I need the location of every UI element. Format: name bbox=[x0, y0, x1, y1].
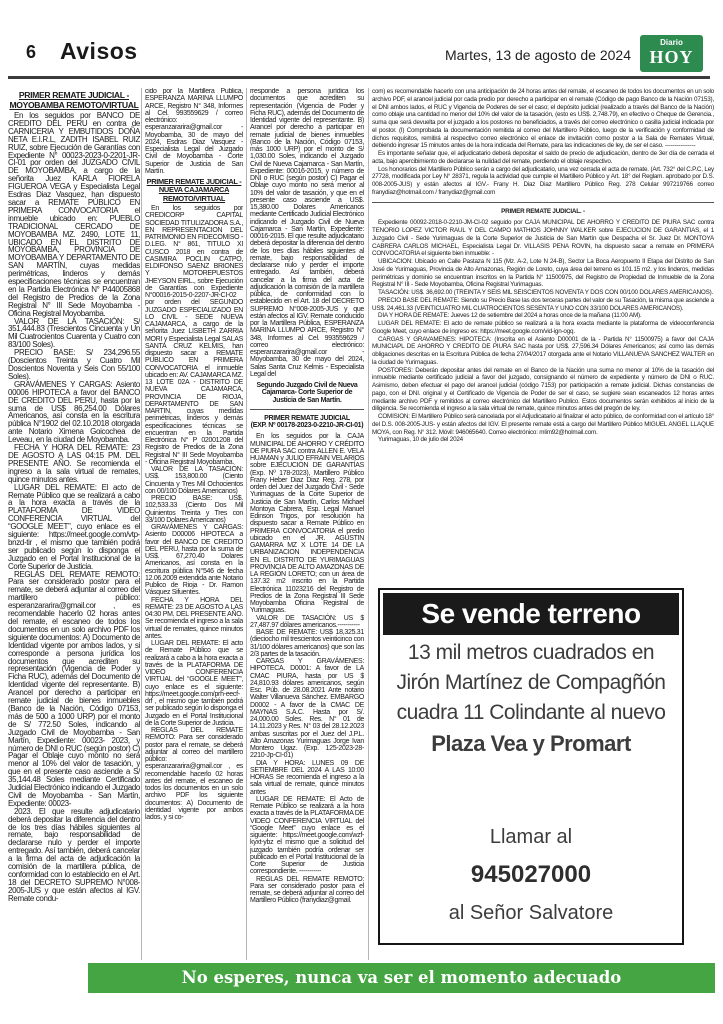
notice-paragraph: GRAVÁMENES Y CARGAS: Asiento 00006 HIPOTECA a favor del BANCO DE CREDITO DEL PERU, hasta por la suma de US$ 86,254.00 Dólares Americanos, así consta en la escritura pública N°1902 del 02.10.2018 otorgada ante Notario Ximena Goicochea de Leveau, en la ciudad de Moyobamba. bbox=[8, 379, 140, 445]
notice-heading-expediente: (EXP. Nº 00178-2023-0-2210-JR-CI-01) bbox=[250, 422, 364, 429]
notice-paragraph: LUGAR DEL REMATE: El acto de Remate Público que se realizará a cabo a la hora exacta a través de la PLATAFORMA DE VIDEO CONFERENCIA VIRTUAL del “GOOGLE MEET”, cuyo enlace es el siguiente: https://meet.google.com/prh-eecf-drf , el mismo que también podrá ser publicado según lo disponga el Juzgado en el Portal Institucional de la Corte Superior de Justicia. bbox=[145, 640, 243, 727]
notice-paragraph: REGLAS DEL REMATE REMOTO: Para ser considerado postor para el remate, se deberá adjuntar al correo del martillero público: esperanzararira@gmail.cor , es recomendable hacerlo 02 horas antes del remate, el escaneo de todos los documentos en un solo archivo PDF los siguiente documentos: A) Documento de Identidad vigente por ambos lados, y si corresponde a persona jurídica los documentos que acrediten su representación (Vigencia de Poder y Ficha RUC), además del Documento de Identidad vigente del representante. B) Arancel por derecho a participar en remate judicial de bienes inmuebles (Banco de la Nación, Código 07153, más de 500 a 1000 URP) por el monto de S/ 772.50 Soles, indicando al Juzgado Civil de Moyobamba - San Martín, Expediente: 00023- 2023, y número de DNI o RUC (según postor) C) Pagar el Oblaje cuyo monto no será menor al 10% del valor de tasación, y que en el presente caso asciende a S/ 35,144.48 Soles mediante Certificado Judicial Electrónico indicando el Juzgado Civil de Moyobamba - San Martín, Expediente: 00023- bbox=[8, 569, 140, 808]
notice-column-3 bbox=[250, 88, 364, 960]
notice-signoff: Segundo Juzgado Civil de Nueva Cajamarca- Corte Superior de Justicia de San Martín. bbox=[256, 382, 358, 404]
notice-continuation: rresponde a persona jurídica los documentos que acrediten su representación (Vigencia de Poder y Ficha RUC), además del Documento de Identidad vigente del representante. B) Arancel por derecho a participar en remate judicial de bienes inmuebles (Banco de la Nación, Código 07153, más 1000 URP) por el monto de S/ 1,030.00 Soles, indicando el Juzgado Civil de Nueva Cajamarca - San Martín, Expediente: 00016-2015, y número de DNI o RUC (según postor) C) Pagar el Oblaje cuyo monto no será menor al 10% del valor de tasación, y que en el presente caso asciende a US$. 15,380.00 Dolares Americanos mediante Certificado Judicial Electrónico indicando el Juzgado Civil de Nueva Cajamarca - San Martín, Expediente: 00016-2015. El que resulte adjudicatario deberá depositar la diferencia del dentro de los tres días hábiles siguientes al remate, bajo responsabilidad de declararse nulo y perder el importe entregado. Así también, deberá cancelar a la firma del acta de adjudicación la comisión de la martillera pública, de conformidad con lo establecido en el Art. 18 del DECRETO SUPREMO N°008-2005-JUS y que están afectos al IGV. Remate conducido por la Martillera Pública, ESPERANZA MARINA LLUMPO ARCE, Registro N° 348, Informes al Cel. 993559629 / correo electrónico: esperanzararira@gmail.cor - Moyobamba, 30 de mayo del 2024, Salas Santa Cruz Kelmis - Especialista Legal del bbox=[250, 88, 364, 378]
section-title: Avisos bbox=[60, 38, 138, 64]
column-divider bbox=[141, 88, 142, 960]
notice-paragraph: PRECIO BASE: US$. 102,533.33 (Ciento Dos Mil Quinientos Treinta y Tres con 33/100 Dolares Americanos) bbox=[145, 495, 243, 524]
notice-paragraph: VALOR DE LA TASACIÓN: S/ 351,444.83 (Trescientos Cincuenta y Un Mil Cuatrocientos Cuarenta y Cuatro con 83/100 Soles). bbox=[8, 316, 140, 350]
column-divider bbox=[368, 88, 369, 960]
notice-paragraph: REGLAS DEL REMATE REMOTO: Para ser considerado postor para el remate, se deberá adjuntar al correo del Martillero Público (franydiaz@gmail. bbox=[250, 875, 364, 905]
notice-paragraph: COMISION: El Martillero Público será cancelada por el Adjudicatario al finalizar el acto público, de conformidad con el artículo 18° del D.S. 008-2005-JUS- y están afectos del IGV. El presente remate está a cargo del Martillero Público MIGUEL ANGEL LLAQUE MOYA, con Reg. N° 312. Móvil: 946065640. Correo electrónico: mlim92@holmail.com. bbox=[372, 413, 714, 436]
ad-spacer bbox=[380, 760, 682, 818]
notice-paragraph: REGLAS DEL REMATE REMOTO: Para ser considerado postor para el remate, se deberá adjuntar al correo del martillero público: esperanzararira@gmail.cor , es recomendable hacerlo 02 horas antes del remate, el escaneo de todos los documentos en un solo archivo PDF los siguiente documentos: A) Documento de identidad vigente por ambos lados, y si co- bbox=[145, 727, 243, 822]
notice-paragraph: CARGAS Y GRAVAMENES: HIPOTECA: (Inscrita en el Asiento D00001 de la - Partida N° 11500975) a favor del CAJA MUNICIAPL DE AHORRO Y CREDITO DE PIURA SAC hasta por US$. 27,596.34 Dólares Americanos; así como las demás obligaciones descritas en la Escritura Pública de fecha 27/04/2017 otorgada ante el Notario VILLANUEVA SANCHEZ WALTER en la ciudad de Yurimaguas. bbox=[372, 335, 714, 366]
ad-line: cuadra 11 Colindante al nuevo bbox=[396, 701, 666, 724]
logo-diario-text: Diario bbox=[660, 38, 683, 47]
notice-continuation: com) es recomendable hacerlo con una anticipación de 24 horas antes del remate, el escaneo de todos los documentos en un solo archivo PDF, el arancel judicial por cada predio por derecho a participar en el remate (Código de pago Banco de la Nación 07153), el DNI ambos lados, el RUC y Vigencia de Poderes de ser el caso; el depósito judicial (realizado a través del Banco de la Nación) como oblaje una cantidad no menor del 10% del valor de la tasación, (esto es US$. 2,748.79), en efectivo o Cheque de Gerencia., suma que será devuelta por el juzgado a los postores no beneficiados, a través del correo electrónico o casilla judicial indicada por el postor. (I) Comprobada la documentación remitida al correo del Martillero Público, luego de la verificación y conformidad de dichos requisitos, remitirá al respectivo correo electrónico el enlace de invitación como postor a la Sala de Remates Virtual, debiendo ingresar 15 minutos antes de la hora indicada del Remate, para las indicaciones de ley, de ser el caso. ---------------- bbox=[372, 88, 714, 150]
notice-paragraph: CARGAS Y GRAVÁMENES: HIPOTECA. D0001: A favor de LA CMAC PIURA, hasta por US $ 24,810.93 dólares americanos, según Esc. Púb. de 28.08.2021 Ante notario Walter Villanueva Sánchez. EMBARGO D0002 - A favor de la CMAC DE MAYNAS S.A.C. Hasta por S/. 24,000.00 Soles. Res. N° 01 de 14.11.2023 y Res. N° 03 del 28.12.2023 ambas suscritas por el Juez del J.P.L. Alto Amazonas Yurimaguas Jorge Ivan Montero Ugaz. (Exp. 125-2023-28-2210-Jp-CI-01) bbox=[250, 658, 364, 760]
notice-paragraph: LUGAR DEL REMATE: El acto de Remate Público que se realizará a cabo a la hora exacta a través de la PLATAFORMA DE VIDEO CONFERENCIA VIRTUAL del “GOOGLE MEET”, cuyo enlace es el siguiente: https://meet.google.com/vtp-bnzd-tir , el mismo que también podrá ser publicado según lo disponga el Juzgado en el Portal Institucional de la Corte Superior de Justicia. bbox=[8, 482, 140, 571]
ad-title-bar: Se vende terreno bbox=[383, 593, 679, 635]
notice-heading: PRIMER REMATE JUDICIAL bbox=[264, 414, 350, 422]
issue-date: Martes, 13 de agosto de 2024 bbox=[444, 47, 631, 63]
page-number: 6 bbox=[26, 42, 37, 62]
notice-paragraph: TASACIÓN: US$. 36,692.00 (TREINTA Y SEIS MIL SEISCIENTOS NOVENTA Y DOS CON 00/100 DOLARES AMERICANOS). bbox=[378, 289, 714, 296]
land-sale-ad bbox=[378, 588, 684, 945]
notice-paragraph: DIA Y HORA: LUNES 09 DE SETIEMBRE DEL 2024 A LAS 10:00 HORAS Se recomienda el ingreso a la sala virtual de remate, quince minutos antes bbox=[250, 759, 364, 796]
ad-call-label: Llamar al bbox=[489, 826, 573, 848]
notice-date-line: Yurimaguas, 10 de julio del 2024 bbox=[378, 436, 463, 444]
notice-paragraph: DIA Y HORA DE REMATE: Jueves 12 de setiembre del 2024 a horas once de la mañana (11:00 AM). bbox=[378, 312, 642, 320]
notice-heading: PRIMER REMATE JUDICIAL - MOYOBAMBA REMOTO/VIRTUAL bbox=[9, 90, 139, 110]
notice-continuation: cido por la Martillera Publica, ESPERANZA MARINA LLUMPO ARCE, Registro N° 348, Informes al Cel. 993559629 / correo electrónico: esperanzararira@gmail.cor - Moyobamba, 30 de mayo del 2024, Esdras Diaz Vasquez - Especialista Legal del Juzgado Civil de Moyobamba - Corte Superior de Justicia de San Martín. bbox=[145, 88, 243, 175]
notice-paragraph: FECHA Y HORA DEL REMATE: 23 DE AGOSTO A LAS 04:15 PM. DEL PRESENTE AÑO. Se recomienda el ingreso a la sala virtual de remates, quince minutos antes. bbox=[8, 443, 140, 484]
notice-column-1 bbox=[8, 88, 140, 960]
notice-paragraph: Es importante señalar que, el adjudicatario deberá depositar el saldo de precio de adjudicación, dentro de 3er día de cerrada el acta, bajo apercibimiento de declararse la nulidad del remate, perdiendo el oblaje respectivo. bbox=[372, 150, 714, 165]
notice-paragraph: POSTORES: Deberán depositar antes del remate en el Banco de la Nación una suma no menor al 10% de la tasación del inmueble mediante certificado judicial a favor del juzgado, consignando el número de expediente y número de DNI o RUC. Asimismo, deben efectuar el pago del arancel judicial (código 7153) por participación a remate judicial. Dichas constancias de pago, con el DNI. original y el Certificado de Vigencia de Poder de ser el caso, se sugiere sean escaneados 12 horas antes mediante archivo PDF y remitidos al correo electrónico del Martillero Publico. Estos documentos serán exhibidos al inicio de la diligencia. Se recomienda el ingreso a la sala virtual de remate, quince minutos antes del pregón de ley. bbox=[372, 366, 714, 413]
section-rule bbox=[372, 202, 714, 203]
ad-line: 13 mil metros cuadrados en bbox=[407, 641, 655, 664]
notice-paragraph: En los seguidos por CREDICORP CAPITAL SOCIEDAD TITULIZADORA S.A., EN REPRESENTACION DEL PATRIMONIO EN FIDECOMISO - D.LEG. N° 861, TITULO XI CUSCO 2018 en contra de CASIMIRA POCLIN CATPO, ELDIFONSO SAENZ BRIONES Y MOTOREPUESTOS JHEYSON EIRL., sobre Ejecución de Garantías con Expediente N°00016-2015-0-2207-JR-CI-02 por orden del SEGUNDO JUZGADO ESPECIALIZADO EN LO CIVIL - SEDE NUEVA CAJAMARCA, a cargo de la señorita Juez LISBETH ZARRIA MORI y Especialista Legal SALAS SANTA CRUZ KELMIS, han dispuesto sacar a REMATE PÚBLICO EN PRIMERA CONVOCATORIA el inmueble ubicado en: AV. CAJAMARCA MZ. 13 LOTE 02A - DISTRITO DE NUEVA CAJAMARCA, PROVINCIA DE RIOJA, DEPARTAMENTO DE SAN MARTIN, cuyas medidas perimétricas, linderos y demás especificaciones técnicas se encuentran en la Partida Electrónica N° P 02001208 del Registro de Predios de la Zona Registral N° III Sede Moyobamba - Oficina Registral Moyobamba. bbox=[145, 205, 243, 466]
diario-hoy-logo bbox=[640, 35, 703, 72]
ad-line: Jirón Martínez de Compagñón bbox=[396, 671, 666, 694]
notice-paragraph: UBICACION: Ubicado en Calle Pastaza N 115 (Mz. A-2, Lote N 24-B), Sector La Boca Aeropuerto II Etapa del Distrito de San José de Yurimaguas, Provincia de Alto Amazonas, Región de Loreto, cuya área del terreno es 101.15 m2. y los linderos, medidas perimétricas y dominio se encuentran inscritos en la Partida N° 11500975, del Registro de Propiedad de Inmueble de la Zona Registral N° III - Sede Moyobamba, Oficina Registral Yurimaguas. bbox=[372, 258, 714, 289]
header-rule bbox=[8, 76, 710, 79]
notice-paragraph: En los seguidos por la CAJA MUNICIPAL DE AHORRO Y CRÉDITO DE PIURA SAC contra ALLEN E. VELA HUAMAN y JULIO EFRAIN VELARIOS sobre EJECUCIÓN DE GARANTÍAS (Exp. Nº 178-2023), Martillero Público Frany Heber Diaz Diaz Reg. 278, por orden del Juez del Juzgado Civil - Sede Yurimaguas de la Corte Superior de Justicia de San Martín, Carlos Michael Montoya Cabrera, Esp. Legal Manuel Edinson Trigos, por resolución ha dispuesto sacar a Remate Público en PRIMERA CONVOCATORIA el predio ubicado en el JR. AGUSTIN GAMARRA MZ X LOTE 14 DE LA URBANIZACION INDEPENDENCIA EN EL DISTRITO DE YURIMAGUAS PROVINCIA DE ALTO AMAZONAS DE LA REGIÓN LORETO; con un área de 137.32 m2 inscrito en la Partida Electrónica 11023216 del Registro de Predios de la Zona Registral III Sede Moyobamba Oficina Registral de Yurimaguas. bbox=[250, 433, 364, 615]
ad-line-bold: Plaza Vea y Promart bbox=[431, 731, 631, 756]
notice-paragraph: FECHA Y HORA DEL REMATE: 23 DE AGOSTO A LAS 04:30 PM. DEL PRESENTE AÑO. Se recomienda el ingreso a la sala virtual de remates, quince minutos antes. bbox=[145, 596, 243, 640]
logo-hoy-text: HOY bbox=[649, 47, 694, 67]
notice-paragraph: PRECIO BASE: S/ 234,296.55 (Doscientos Treinta y Cuatro Mil Doscientos Noventa y Seis Con 55/100 Soles). bbox=[8, 348, 140, 381]
notice-paragraph: En los seguidos por BANCO DE CREDITO DEL PERU en contra de CARNICERIA Y EMBUTIDOS DOÑA NETA E.I.R.L, ZADITH ISABEL RUIZ RUIZ, sobre Ejecución de Garantías con Expediente N° 00023-2023-0-2201-JR-CI-01 por orden del JUZGADO CIVIL DE MOYOBAMBA, a cargo de la señorita Juez KARLA FIORELA FIGUEROA VEGA y Especialista Legal Esdras Diaz Vasquez, han dispuesto sacar a REMATE PÚBLICO EN PRIMERA CONVOCATORIA el inmueble ubicado en: PUEBLO TRADICIONAL CERCADO DE MOYOBAMBA MZ. 2490, LOTE 11, UBICADO EN EL DISTRITO DE MOYOBAMBA, PROVINCIA DE MOYOBAMBA Y DEPARTAMENTO DE SAN MARTÍN, cuyas medidas perimétricas, linderos y demás especificaciones técnicas se encuentran en la Partida Electrónica N° P44005868 del Registro de Predios de la Zona Registral N° III Sede Moyobamba - Oficina Registral Moyobamba. bbox=[8, 111, 140, 318]
section-rule bbox=[250, 409, 364, 410]
column-divider bbox=[246, 88, 247, 960]
notice-paragraph: LUGAR DE REMATE: El Acto de Remate Público se realizará a la hora exacta a través de la PLATAFORMA DE VIDEO CONFERENCIA VIRTUAL del “Google Meet” cuyo enlace es el siguiente: https://meet.google.com/wzf-kyxt-ybz el mismo que a solicitud del juzgado también podría ordenar ser publicado en el Portal Institucional de la Corte Superior de Justicia correspondiente. ----------- bbox=[250, 795, 364, 876]
notice-paragraph: GRAVÁMENES Y CARGAS: Asiento D00006 HIPOTECA a favor del BANCO DE CREDITO DEL PERU, hasta por la suma de US$. 67,270.40 Dolares Americanos, así consta en la escritura pública N°546 de fecha 12.06.2009 extendida ante Notario Publico de Rioja - Dr. Ramon Vásquez Sifuentes. bbox=[145, 524, 243, 597]
notice-heading: PRIMER REMATE JUDICIAL. - bbox=[501, 207, 585, 215]
notice-column-2 bbox=[145, 88, 243, 960]
notice-paragraph: VALOR DE LA TASACIÓN: US$. 153,800.00 (Ciento Cincuenta y Tres Mil Ochocientos con 00/100 Dólares Americanos) bbox=[145, 466, 243, 495]
notice-paragraph: VALOR DE TASACIÓN: US $ 27,487.97 dólares americanos.----------- bbox=[250, 614, 364, 629]
notice-paragraph: Expediente 00092-2018-0-2210-JM-CI-02 seguido por CAJA MUNICIPAL DE AHORRO Y CREDITO DE PIURA SAC contra TENORIO LOPEZ VICTOR RAUL Y DEL CAMPO MATHIOS JOHNNY WALKER sobre EJECUCION DE GARANTIAS, el 1 Juzgado Civil - Sede Yurimaguas de la Corte Superior de Justicia de San Martín que Despacha el Sr. Juez Dr. MONTOYA CABRERA CARLOS MICHAEL, Especialista Legal Dr. VILLASIS PENA ROVIN, ha dispuesto sacar a remate en PRIMERA CONVOCATORIA el siguiente bien inmueble: - bbox=[372, 219, 714, 258]
notice-heading: PRIMER REMATE JUDICIAL - NUEVA CAJAMARCA REMOTO/VIRTUAL bbox=[146, 177, 242, 203]
notice-paragraph: LUGAR DEL REMATE: El acto de remate público se realizará a la hora exacta mediante la plataforma de videoconferencia Google Meet, cuyo enlace de ingreso es: https://meet.google.com/vid-ign-ogq. bbox=[372, 320, 714, 335]
bottom-slogan-banner: No esperes, nunca va ser el momento adecuado bbox=[88, 963, 715, 993]
notice-paragraph: 2023. El que resulte adjudicatario deberá depositar la diferencia del dentro de los tres días hábiles siguientes al remate, bajo responsabilidad de declararse nulo y perder el importe entregado. Así también, deberá cancelar a la firma del acta de adjudicación la comisión de la martillera pública, de conformidad con lo establecido en el Art. 18 del DECRETO SUPREMO N°008-2005-JUS y que están afectos al IGV. Remate condu- bbox=[8, 806, 140, 903]
ad-contact-name: al Señor Salvatore bbox=[448, 902, 614, 924]
notice-paragraph: PRECIO BASE DEL REMATE: Siendo su Precio Base las dos terceras partes del valor de su Tasación, la misma que asciende a US$. 24,461.33 (VEINTICUATRO MIL CUATROCIENTOS SESENTA Y UNO CON 33/100 DOLARES AMERICANOS). bbox=[372, 296, 714, 312]
notice-column-4 bbox=[372, 88, 714, 585]
notice-paragraph: BASE DE REMATE: US$ 18,325.31 (dieciocho mil trescientos veinticinco con 31/100 dólares americanos) que son las 2/3 partes de la tasación. bbox=[250, 629, 364, 658]
notice-paragraph: Los honorarios del Martillero Público serán a cargo del adjudicatario, una vez cerrada el acta de remate. (Art. 732° del C.P.C, Ley 27728, modificada por Ley N° 28371, regula la actividad que cumple el Martillero Público y Art. 18° del Reglam. aprobado por D.S. 008-2005-JUS) y están afectos al IGV.- Frany H. Diaz Diaz Martillero Público Reg. 278 Celular 997219766 correo franydiaz@hotmail.com / franydiaz@gmail.com bbox=[372, 165, 714, 196]
ad-phone-number: 945027000 bbox=[470, 861, 592, 888]
